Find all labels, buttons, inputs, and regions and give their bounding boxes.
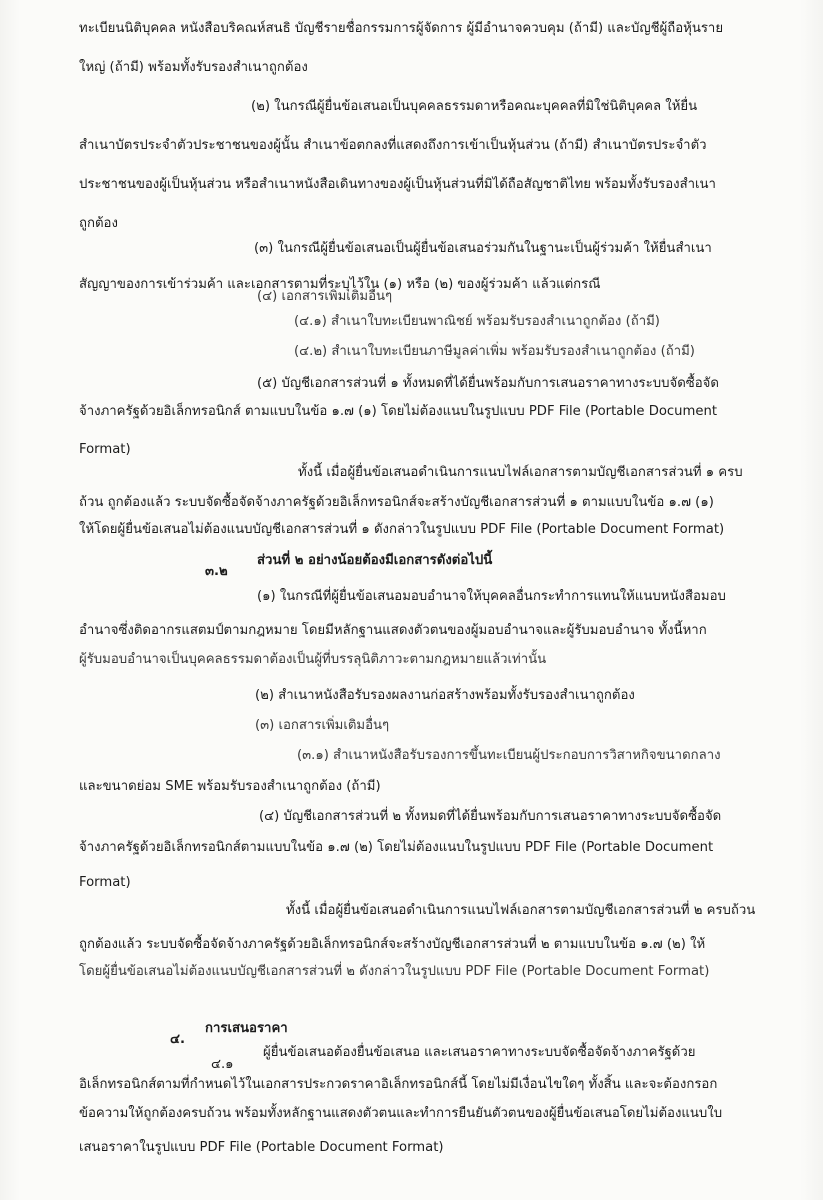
text-line: (๔) เอกสารเพิ่มเติมอื่นๆ [257, 289, 393, 304]
section-number: ๓.๒ [205, 564, 228, 579]
text-line: อิเล็กทรอนิกส์ตามที่กำหนดไว้ในเอกสารประกวดราคาอิเล็กทรอนิกส์นี้ โดยไม่มีเงื่อนไขใดๆ ทั้งสิ้น และจะต้องกรอก [79, 1077, 718, 1092]
text-line: และขนาดย่อม SME พร้อมรับรองสำเนาถูกต้อง (ถ้ามี) [79, 779, 381, 794]
text-line: ข้อความให้ถูกต้องครบถ้วน พร้อมทั้งหลักฐานแสดงตัวตนและทำการยืนยันตัวตนของผู้ยื่นข้อเสนอโดยไม่ต้องแนบใบ [79, 1106, 723, 1121]
text-line: (๔) บัญชีเอกสารส่วนที่ ๒ ทั้งหมดที่ได้ยื่นพร้อมกับการเสนอราคาทางระบบจัดซื้อจัด [259, 809, 722, 824]
text-line: ถูกต้อง [79, 216, 118, 231]
section-number: ๔.๑ [211, 1057, 234, 1072]
text-line: Format) [79, 875, 131, 890]
section-number: ๔. [170, 1032, 185, 1047]
text-line: (๓.๑) สำเนาหนังสือรับรองการขึ้นทะเบียนผู้ประกอบการวิสาหกิจขนาดกลาง [297, 748, 721, 763]
text-line: ผู้รับมอบอำนาจเป็นบุคคลธรรมดาต้องเป็นผู้ที่บรรลุนิติภาวะตามกฎหมายแล้วเท่านั้น [79, 652, 547, 667]
text-line: (๒) ในกรณีผู้ยื่นข้อเสนอเป็นบุคคลธรรมดาหรือคณะบุคคลที่มิใช่นิติบุคคล ให้ยื่น [251, 99, 698, 114]
text-line: สัญญาของการเข้าร่วมค้า และเอกสารตามที่ระบุไว้ใน (๑) หรือ (๒) ของผู้ร่วมค้า แล้วแต่กรณี [79, 277, 601, 292]
text-line: ทะเบียนนิติบุคคล หนังสือบริคณห์สนธิ บัญชีรายชื่อกรรมการผู้จัดการ ผู้มีอำนาจควบคุม (ถ้ามี) และบัญชีผู้ถือหุ้นราย [79, 21, 724, 36]
text-line: (๓) เอกสารเพิ่มเติมอื่นๆ [255, 718, 390, 733]
text-line: (๕) บัญชีเอกสารส่วนที่ ๑ ทั้งหมดที่ได้ยื่นพร้อมกับการเสนอราคาทางระบบจัดซื้อจัด [257, 376, 719, 391]
text-line: ให้โดยผู้ยื่นข้อเสนอไม่ต้องแนบบัญชีเอกสารส่วนที่ ๑ ดังกล่าวในรูปแบบ PDF File (Portable Document Format) [79, 522, 725, 537]
text-line: ผู้ยื่นข้อเสนอต้องยื่นข้อเสนอ และเสนอราคาทางระบบจัดซื้อจัดจ้างภาครัฐด้วย [263, 1045, 696, 1060]
section-heading: ส่วนที่ ๒ อย่างน้อยต้องมีเอกสารดังต่อไปนี้ [257, 553, 493, 568]
text-line: โดยผู้ยื่นข้อเสนอไม่ต้องแนบบัญชีเอกสารส่วนที่ ๒ ดังกล่าวในรูปแบบ PDF File (Portable Document Format) [79, 964, 710, 979]
text-line: จ้างภาครัฐด้วยอิเล็กทรอนิกส์ตามแบบในข้อ ๑.๗ (๒) โดยไม่ต้องแนบในรูปแบบ PDF File (Portable Document [79, 840, 714, 855]
text-line: ถ้วน ถูกต้องแล้ว ระบบจัดซื้อจัดจ้างภาครัฐด้วยอิเล็กทรอนิกส์จะสร้างบัญชีเอกสารส่วนที่ ๑ ตามแบบในข้อ ๑.๗ (๑) [79, 495, 714, 510]
text-line: สำเนาบัตรประจำตัวประชาชนของผู้นั้น สำเนาข้อตกลงที่แสดงถึงการเข้าเป็นหุ้นส่วน (ถ้ามี) สำเนาบัตรประจำตัว [79, 138, 707, 153]
text-line: ทั้งนี้ เมื่อผู้ยื่นข้อเสนอดำเนินการแนบไฟล์เอกสารตามบัญชีเอกสารส่วนที่ ๑ ครบ [298, 465, 743, 480]
text-line: ใหญ่ (ถ้ามี) พร้อมทั้งรับรองสำเนาถูกต้อง [79, 60, 308, 75]
text-line: (๔.๑) สำเนาใบทะเบียนพาณิชย์ พร้อมรับรองสำเนาถูกต้อง (ถ้ามี) [294, 314, 660, 329]
text-line: ทั้งนี้ เมื่อผู้ยื่นข้อเสนอดำเนินการแนบไฟล์เอกสารตามบัญชีเอกสารส่วนที่ ๒ ครบถ้วน [286, 903, 756, 918]
text-line: เสนอราคาในรูปแบบ PDF File (Portable Document Format) [79, 1140, 444, 1155]
text-line: Format) [79, 442, 131, 457]
text-line: (๒) สำเนาหนังสือรับรองผลงานก่อสร้างพร้อมทั้งรับรองสำเนาถูกต้อง [255, 688, 635, 703]
text-line: (๓) ในกรณีผู้ยื่นข้อเสนอเป็นผู้ยื่นข้อเสนอร่วมกันในฐานะเป็นผู้ร่วมค้า ให้ยื่นสำเนา [254, 241, 712, 256]
text-line: อำนาจซึ่งติดอากรแสตมป์ตามกฎหมาย โดยมีหลักฐานแสดงตัวตนของผู้มอบอำนาจและผู้รับมอบอำนาจ ทั้งนี้หาก [79, 623, 707, 638]
section-heading: การเสนอราคา [205, 1021, 288, 1036]
text-line: ถูกต้องแล้ว ระบบจัดซื้อจัดจ้างภาครัฐด้วยอิเล็กทรอนิกส์จะสร้างบัญชีเอกสารส่วนที่ ๒ ตามแบบในข้อ ๑.๗ (๒) ให้ [79, 937, 706, 952]
text-line: จ้างภาครัฐด้วยอิเล็กทรอนิกส์ ตามแบบในข้อ ๑.๗ (๑) โดยไม่ต้องแนบในรูปแบบ PDF File (Portable Document [79, 404, 718, 419]
text-line: ประชาชนของผู้เป็นหุ้นส่วน หรือสำเนาหนังสือเดินทางของผู้เป็นหุ้นส่วนที่มิได้ถือสัญชาติไทย พร้อมทั้งรับรองสำเนา [79, 177, 716, 192]
text-line: (๔.๒) สำเนาใบทะเบียนภาษีมูลค่าเพิ่ม พร้อมรับรองสำเนาถูกต้อง (ถ้ามี) [294, 344, 695, 359]
text-line: (๑) ในกรณีที่ผู้ยื่นข้อเสนอมอบอำนาจให้บุคคลอื่นกระทำการแทนให้แนบหนังสือมอบ [257, 589, 726, 604]
